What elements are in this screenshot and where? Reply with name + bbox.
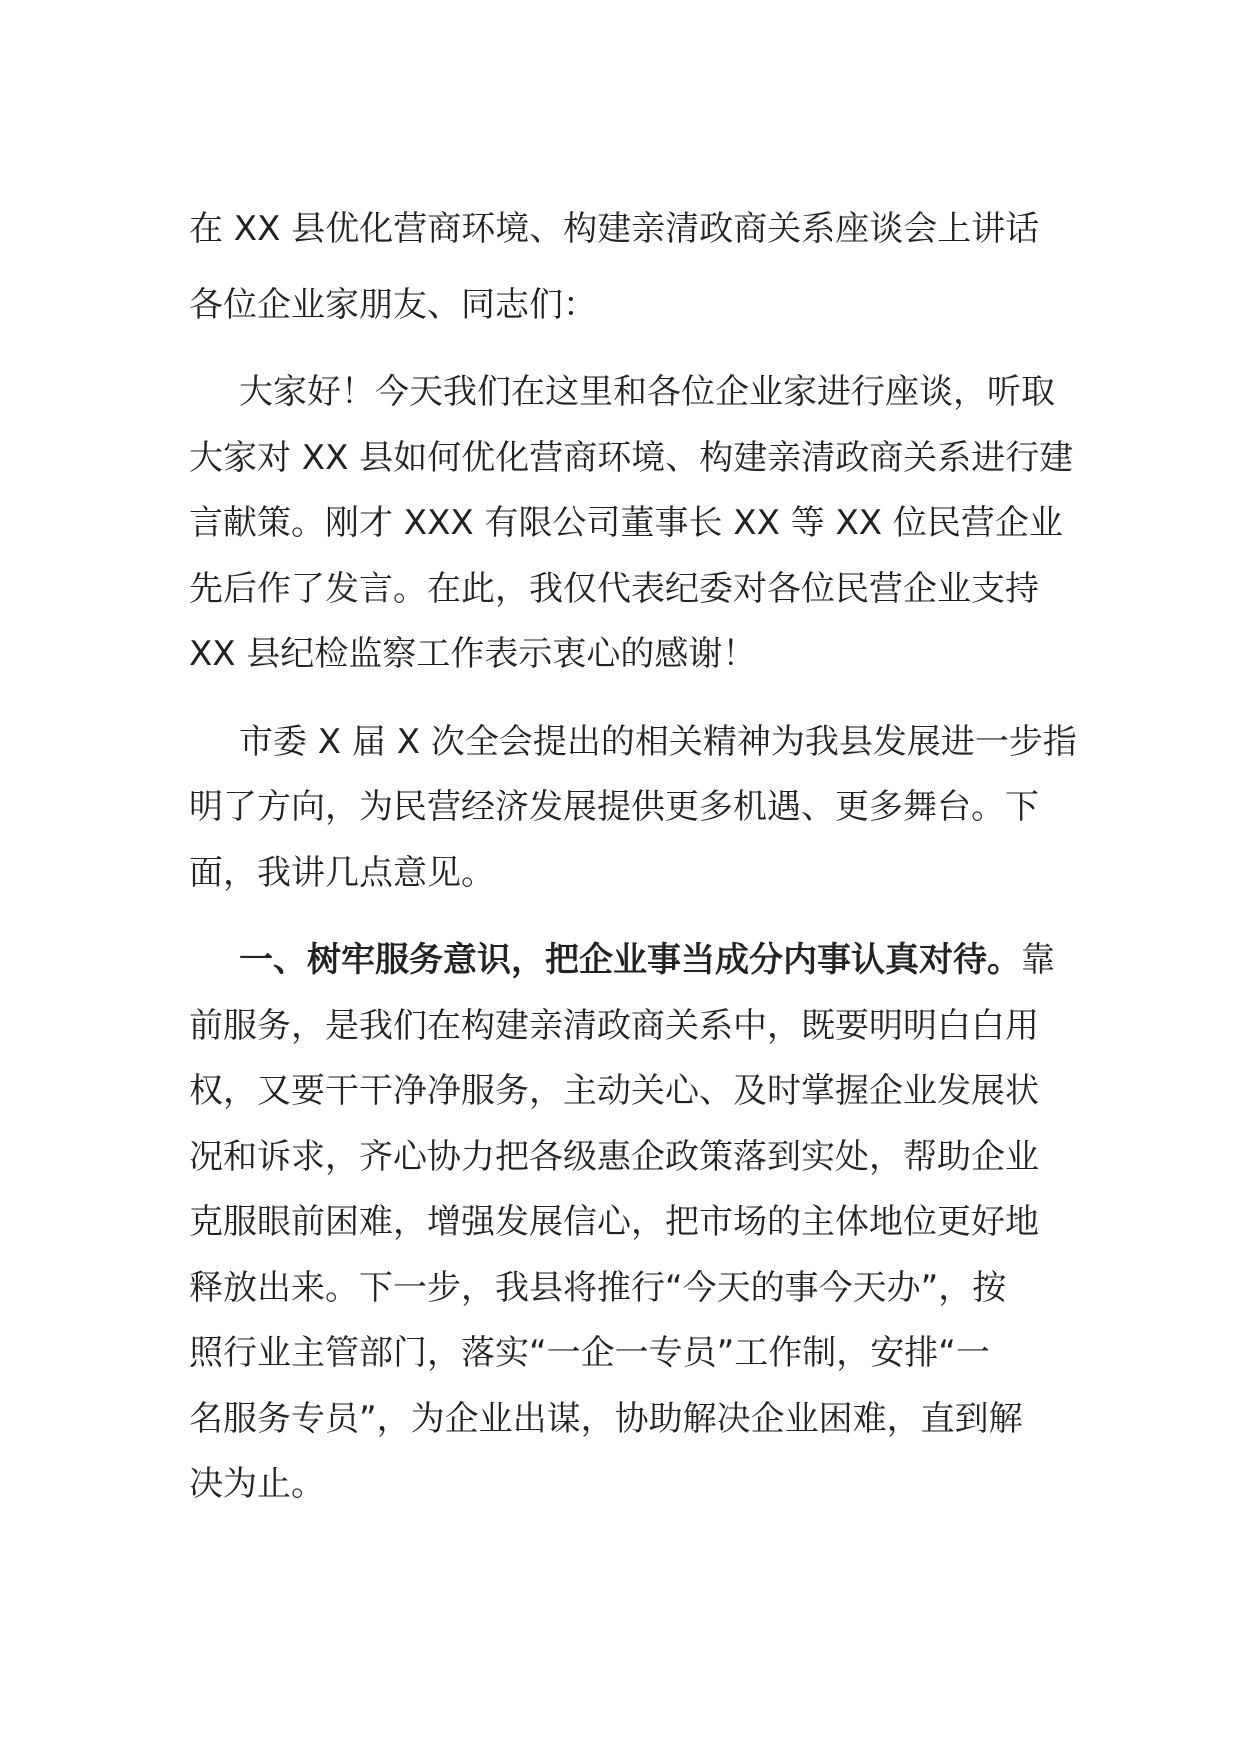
paragraph-line: 言献策。刚才 XXX 有限公司董事长 XX 等 XX 位民营企业 <box>189 503 1063 543</box>
document-title: 在 XX 县优化营商环境、构建亲清政商关系座谈会上讲话 <box>189 209 1040 249</box>
paragraph-line: 大家对 XX 县如何优化营商环境、构建亲清政商关系进行建 <box>189 437 1074 478</box>
paragraph-line: 照行业主管部门，落实“一企一专员”工作制，安排“一 <box>189 1333 990 1373</box>
paragraph-line: 权，又要干干净净服务，主动关心、及时掌握企业发展状 <box>189 1071 1039 1111</box>
paragraph-line: 大家好！今天我们在这里和各位企业家进行座谈，听取 <box>239 372 1055 412</box>
heading-continuation: 靠 <box>1021 940 1055 980</box>
document-page <box>189 196 1077 1540</box>
section-heading: 一、树牢服务意识，把企业事当成分内事认真对待。 <box>239 940 1021 980</box>
paragraph-line: 释放出来。下一步，我县将推行“今天的事今天办”，按 <box>189 1267 1007 1308</box>
salutation: 各位企业家朋友、同志们： <box>189 285 597 325</box>
paragraph-line <box>189 928 1059 994</box>
paragraph-line: 面，我讲几点意见。 <box>189 852 495 893</box>
paragraph-line: 先后作了发言。在此，我仅代表纪委对各位民营企业支持 <box>189 568 1039 609</box>
paragraph-point-one <box>189 928 1059 1518</box>
paragraph-line: 名服务专员”，为企业出谋，协助解决企业困难，直到解 <box>189 1398 1023 1439</box>
paragraph-line: 决为止。 <box>189 1464 325 1504</box>
paragraph-line: XX 县纪检监察工作表示衷心的感谢！ <box>189 634 757 674</box>
paragraph-line: 况和诉求，齐心协力把各级惠企政策落到实处，帮助企业 <box>189 1136 1039 1177</box>
paragraph-line: 明了方向，为民营经济发展提供更多机遇、更多舞台。下 <box>189 787 1039 827</box>
paragraph-line: 前服务，是我们在构建亲清政商关系中，既要明明白白用 <box>189 1005 1039 1046</box>
paragraph-intro <box>189 710 1077 907</box>
paragraph-line: 市委 X 届 X 次全会提出的相关精神为我县发展进一步指 <box>239 721 1077 762</box>
paragraph-greeting <box>189 360 1074 688</box>
paragraph-line: 克服眼前困难，增强发展信心，把市场的主体地位更好地 <box>189 1202 1039 1242</box>
